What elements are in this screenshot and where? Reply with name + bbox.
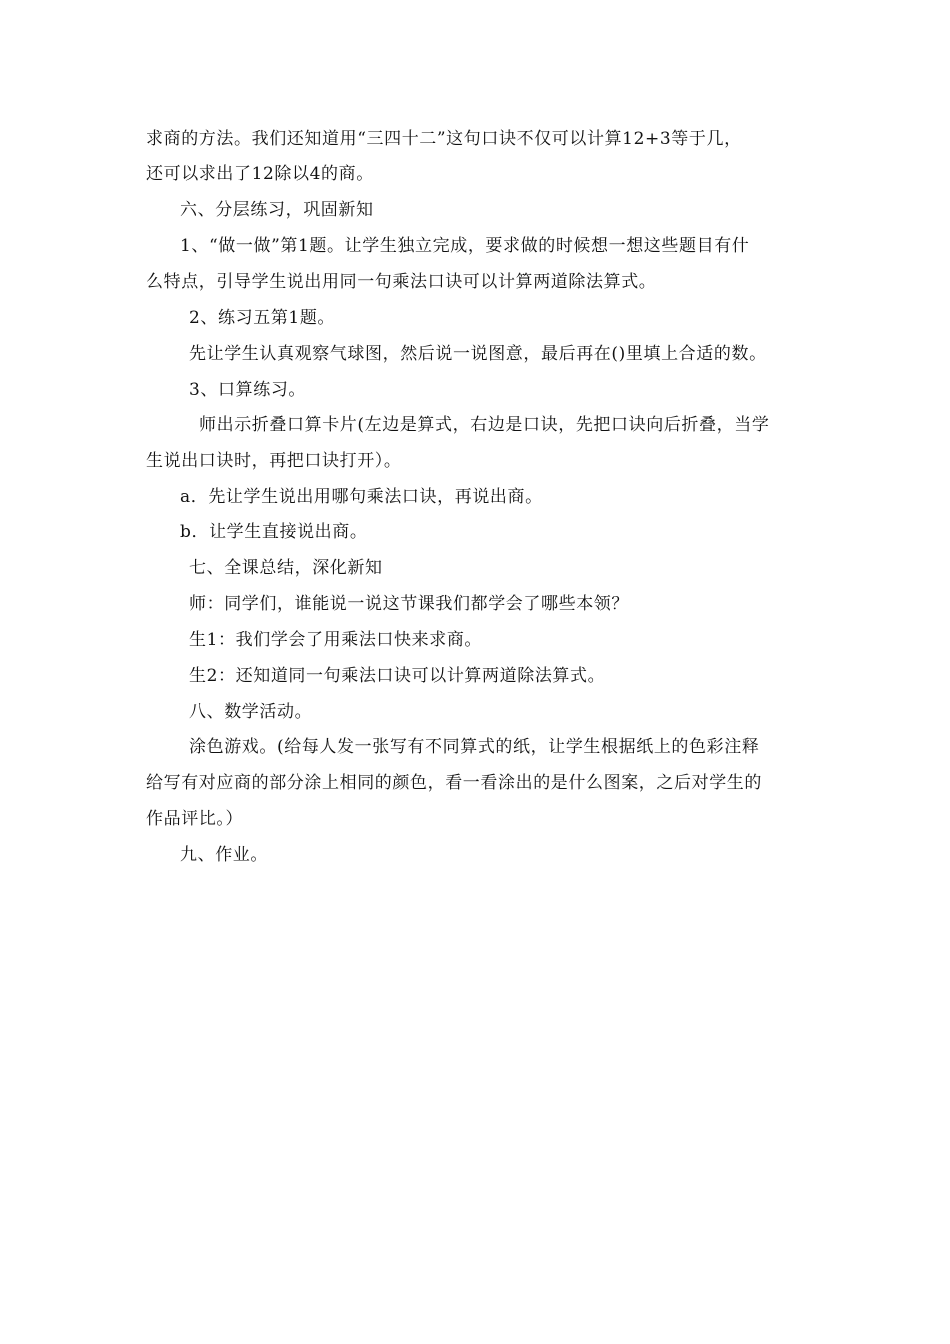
paragraph-line: 生说出口诀时，再把口诀打开）。 bbox=[146, 451, 402, 471]
paragraph-line: 给写有对应商的部分涂上相同的颜色，看一看涂出的是什么图案，之后对学生的 bbox=[146, 773, 762, 793]
paragraph-line: 先让学生认真观察气球图，然后说一说图意，最后再在()里填上合适的数。 bbox=[189, 344, 767, 364]
paragraph-line: 师出示折叠口算卡片(左边是算式，右边是口诀，先把口诀向后折叠，当学 bbox=[199, 415, 770, 435]
list-item: 2、练习五第1题。 bbox=[189, 308, 336, 328]
list-item: b．让学生直接说出商。 bbox=[180, 522, 368, 542]
list-item: 3、口算练习。 bbox=[189, 380, 307, 400]
paragraph-line: 么特点，引导学生说出用同一句乘法口诀可以计算两道除法算式。 bbox=[146, 272, 657, 292]
list-item: a．先让学生说出用哪句乘法口诀，再说出商。 bbox=[180, 487, 543, 507]
dialogue-line: 生1：我们学会了用乘法口快来求商。 bbox=[189, 630, 483, 650]
paragraph-line: 还可以求出了12除以4的商。 bbox=[146, 164, 374, 184]
section-heading: 九、作业。 bbox=[180, 845, 268, 865]
section-heading: 八、数学活动。 bbox=[189, 702, 313, 722]
dialogue-line: 生2：还知道同一句乘法口诀可以计算两道除法算式。 bbox=[189, 666, 606, 686]
paragraph-line: 作品评比。） bbox=[146, 809, 244, 829]
dialogue-line: 师：同学们，谁能说一说这节课我们都学会了哪些本领？ bbox=[189, 594, 629, 614]
paragraph-line: 涂色游戏。(给每人发一张写有不同算式的纸，让学生根据纸上的色彩注释 bbox=[189, 737, 760, 757]
paragraph-line: 求商的方法。我们还知道用“三四十二”这句口诀不仅可以计算12+3等于几， bbox=[146, 129, 742, 149]
paragraph-line: 1、“做一做”第1题。让学生独立完成，要求做的时候想一想这些题目有什 bbox=[180, 236, 750, 256]
section-heading: 七、全课总结，深化新知 bbox=[189, 558, 383, 578]
section-heading: 六、分层练习，巩固新知 bbox=[180, 200, 374, 220]
